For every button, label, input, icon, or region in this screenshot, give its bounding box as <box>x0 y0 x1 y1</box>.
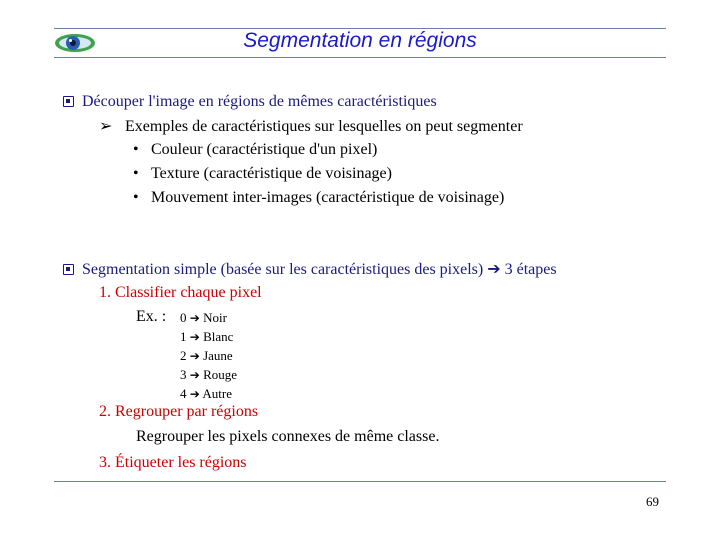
section1-sub-text: Exemples de caractéristiques sur lesquelles on peut segmenter <box>125 118 523 135</box>
bullet-item <box>133 141 377 159</box>
right-arrow-icon: ➔ <box>487 259 501 278</box>
bullet-item <box>133 189 504 207</box>
example-label: Ex. : <box>136 308 167 325</box>
right-arrow-icon: ➔ <box>189 330 200 344</box>
step-1: 1. Classifier chaque pixel <box>99 284 262 301</box>
dot-bullet-icon: • <box>133 141 139 158</box>
mapping-row <box>180 386 232 402</box>
step-2-description: Regrouper les pixels connexes de même classe. <box>136 428 440 445</box>
class-label: Rouge <box>203 367 238 382</box>
header-rule <box>54 57 666 58</box>
class-number: 2 <box>180 348 187 363</box>
class-label: Noir <box>203 310 227 325</box>
mapping-row <box>180 310 227 326</box>
class-number: 3 <box>180 367 187 382</box>
bullet-item <box>133 165 392 183</box>
section1-heading <box>63 93 437 111</box>
section2-heading <box>63 260 557 279</box>
bullet-text: Mouvement inter-images (caractéristique de voisinage) <box>151 189 505 206</box>
step-3: 3. Étiqueter les régions <box>99 454 247 471</box>
section2-heading-suffix: 3 étapes <box>504 261 557 278</box>
section1-heading-text: Découper l'image en régions de mêmes caractéristiques <box>82 93 437 110</box>
mapping-row <box>180 367 237 383</box>
step-2: 2. Regrouper par régions <box>99 403 259 420</box>
page-number: 69 <box>646 494 659 509</box>
class-label: Autre <box>202 386 232 401</box>
section1-sub <box>99 118 523 136</box>
square-bullet-icon <box>63 96 74 107</box>
class-number: 0 <box>180 310 187 325</box>
right-arrow-icon: ➔ <box>189 368 200 382</box>
right-arrow-icon: ➔ <box>189 311 200 325</box>
dot-bullet-icon: • <box>133 165 139 182</box>
page-title: Segmentation en régions <box>243 29 477 52</box>
section2-heading-text: Segmentation simple (basée sur les caractéristiques des pixels) <box>82 261 484 278</box>
footer-rule <box>54 481 666 482</box>
mapping-row <box>180 348 233 364</box>
right-arrow-icon: ➔ <box>189 349 200 363</box>
mapping-row <box>180 329 233 345</box>
class-label: Blanc <box>203 329 234 344</box>
dot-bullet-icon: • <box>133 189 139 206</box>
class-number: 4 <box>180 386 187 401</box>
class-label: Jaune <box>203 348 233 363</box>
bullet-text: Texture (caractéristique de voisinage) <box>151 165 392 182</box>
bullet-text: Couleur (caractéristique d'un pixel) <box>151 141 378 158</box>
eye-logo-icon <box>53 28 97 58</box>
square-bullet-icon <box>63 264 74 275</box>
right-arrow-icon: ➔ <box>189 387 200 401</box>
arrowhead-bullet-icon: ➢ <box>99 118 113 135</box>
class-number: 1 <box>180 329 187 344</box>
